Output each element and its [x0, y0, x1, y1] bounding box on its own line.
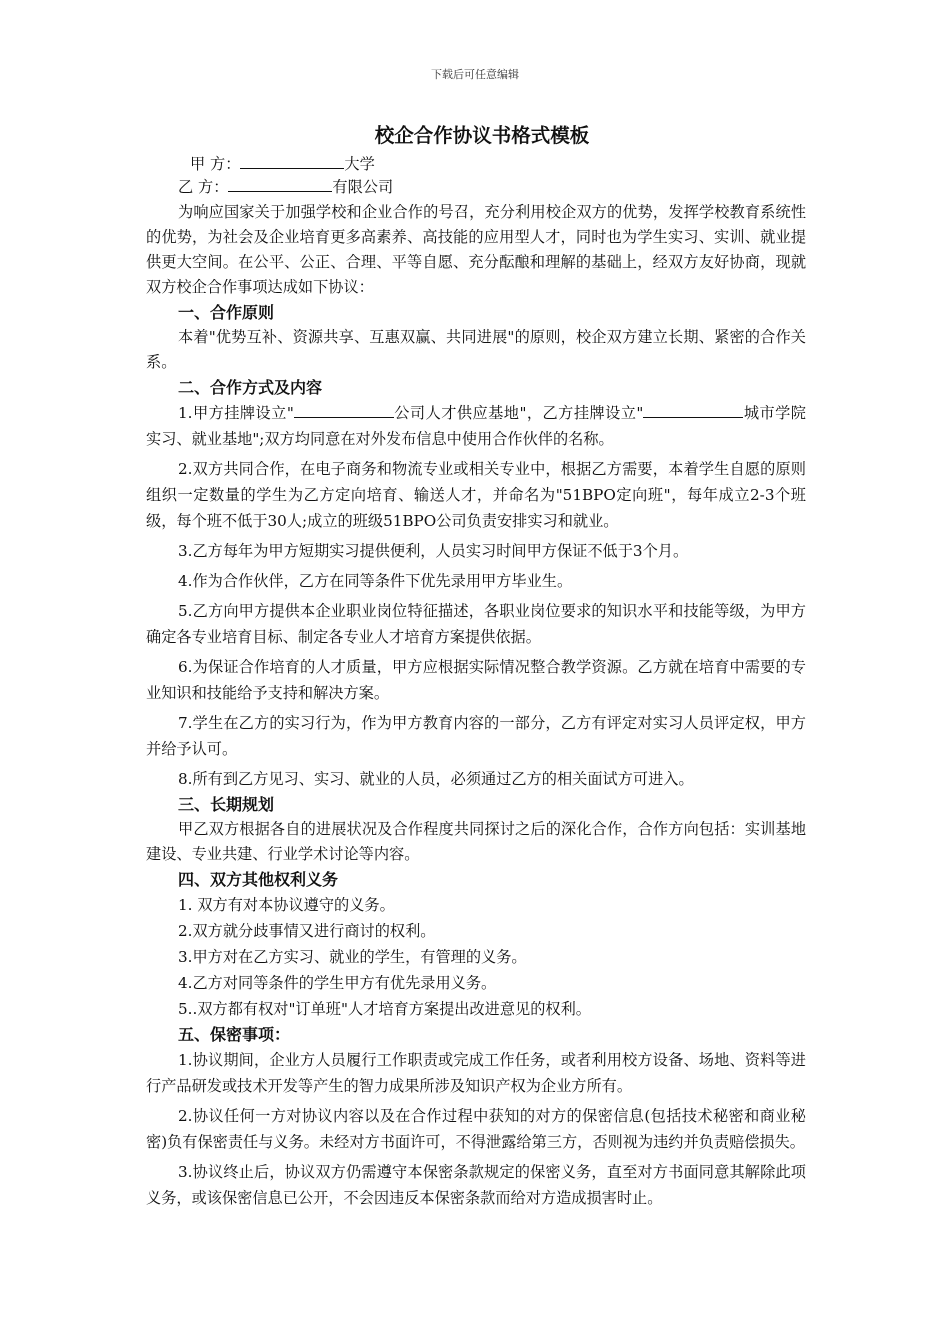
section-2-item-2: 2.双方共同合作，在电子商务和物流专业或相关专业中，根据乙方需要，本着学生自愿的原则组织一定数量的学生为乙方定向培育、输送人才，并命名为"51BPO定向班"，每年成立2-3个班级，每个班不低于30人;成立的班级51BPO公司负责安排实习和就业。	[146, 460, 806, 530]
section-1-text: 本着"优势互补、资源共享、互惠双赢、共同进展"的原则，校企双方建立长期、紧密的合作关系。	[146, 328, 806, 371]
document-body	[146, 120, 806, 1211]
party-a-line	[146, 152, 806, 175]
section-5-item-2: 2.协议任何一方对协议内容以及在合作过程中获知的对方的保密信息(包括技术秘密和商业秘密)负有保密责任与义务。未经对方书面许可，不得泄露给第三方，否则视为违约并负责赔偿损失。	[146, 1107, 806, 1151]
section-2-heading: 二、合作方式及内容	[178, 378, 323, 397]
section-2-item-6: 6.为保证合作培育的人才质量，甲方应根据实际情况整合教学资源。乙方就在培育中需要的专业知识和技能给予支持和解决方案。	[146, 658, 806, 702]
section-4-item-2: 2.双方就分歧事情又进行商讨的权利。	[178, 922, 436, 940]
document-title: 校企合作协议书格式模板	[374, 124, 590, 147]
item-1-text-c: 城市学院实习、就业基地";双方均同意在对外发布信息中使用合作伙伴的名称。	[146, 404, 806, 448]
section-5-heading: 五、保密事项：	[178, 1025, 291, 1044]
section-3-text: 甲乙双方根据各自的进展状况及合作程度共同探讨之后的深化合作，合作方向包括：实训基地建设、专业共建、行业学术讨论等内容。	[146, 820, 806, 863]
section-2-item-8: 8.所有到乙方见习、实习、就业的人员，必须通过乙方的相关面试方可进入。	[178, 770, 694, 788]
section-2-item-1	[146, 400, 806, 452]
party-a-blank	[240, 152, 344, 169]
section-2-item-7: 7.学生在乙方的实习行为，作为甲方教育内容的一部分，乙方有评定对实习人员评定权，甲方并给予认可。	[146, 714, 806, 758]
section-5-item-1: 1.协议期间，企业方人员履行工作职责或完成工作任务，或者利用校方设备、场地、资料等进行产品研发或技术开发等产生的智力成果所涉及知识产权为企业方所有。	[146, 1051, 806, 1095]
party-b-blank	[228, 175, 332, 192]
section-2-item-3: 3.乙方每年为甲方短期实习提供便利，人员实习时间甲方保证不低于3个月。	[178, 542, 689, 560]
section-4-item-3: 3.甲方对在乙方实习、就业的学生，有管理的义务。	[178, 948, 527, 966]
party-b-label: 乙 方：	[178, 178, 229, 196]
party-a-label: 甲 方：	[190, 155, 241, 173]
section-4-item-5: 5..双方都有权对"订单班"人才培育方案提出改进意见的权利。	[178, 1000, 591, 1018]
section-5-item-3: 3.协议终止后，协议双方仍需遵守本保密条款规定的保密义务，直至对方书面同意其解除此项义务，或该保密信息已公开，不会因违反本保密条款而给对方造成损害时止。	[146, 1163, 806, 1207]
item-1-blank-1	[294, 401, 394, 418]
section-4-item-4: 4.乙方对同等条件的学生甲方有优先录用义务。	[178, 974, 497, 992]
section-2-item-5: 5.乙方向甲方提供本企业职业岗位特征描述，各职业岗位要求的知识水平和技能等级，为甲方确定各专业培育目标、制定各专业人才培育方案提供依据。	[146, 602, 806, 646]
header-note: 下载后可任意编辑	[431, 68, 519, 81]
party-a-suffix: 大学	[344, 155, 375, 173]
section-1-heading: 一、合作原则	[178, 303, 275, 322]
intro-paragraph: 为响应国家关于加强学校和企业合作的号召，充分利用校企双方的优势，发挥学校教育系统性的优势，为社会及企业培育更多高素养、高技能的应用型人才，同时也为学生实习、实训、就业提供更大空间。在公平、公正、合理、平等自愿、充分酝酿和理解的基础上，经双方友好协商，现就双方校企合作事项达成如下协议：	[146, 203, 806, 296]
section-2-item-4: 4.作为合作伙伴，乙方在同等条件下优先录用甲方毕业生。	[178, 572, 573, 590]
party-b-suffix: 有限公司	[332, 178, 394, 196]
item-1-text-a: 1.甲方挂牌设立"	[178, 404, 294, 422]
party-b-line	[146, 175, 806, 200]
item-1-blank-2	[643, 401, 743, 418]
section-4-item-1: 1. 双方有对本协议遵守的义务。	[178, 896, 395, 914]
item-1-text-b: 公司人才供应基地"，乙方挂牌设立"	[393, 404, 644, 422]
section-3-heading: 三、长期规划	[178, 795, 275, 814]
section-4-heading: 四、双方其他权利义务	[178, 870, 339, 889]
